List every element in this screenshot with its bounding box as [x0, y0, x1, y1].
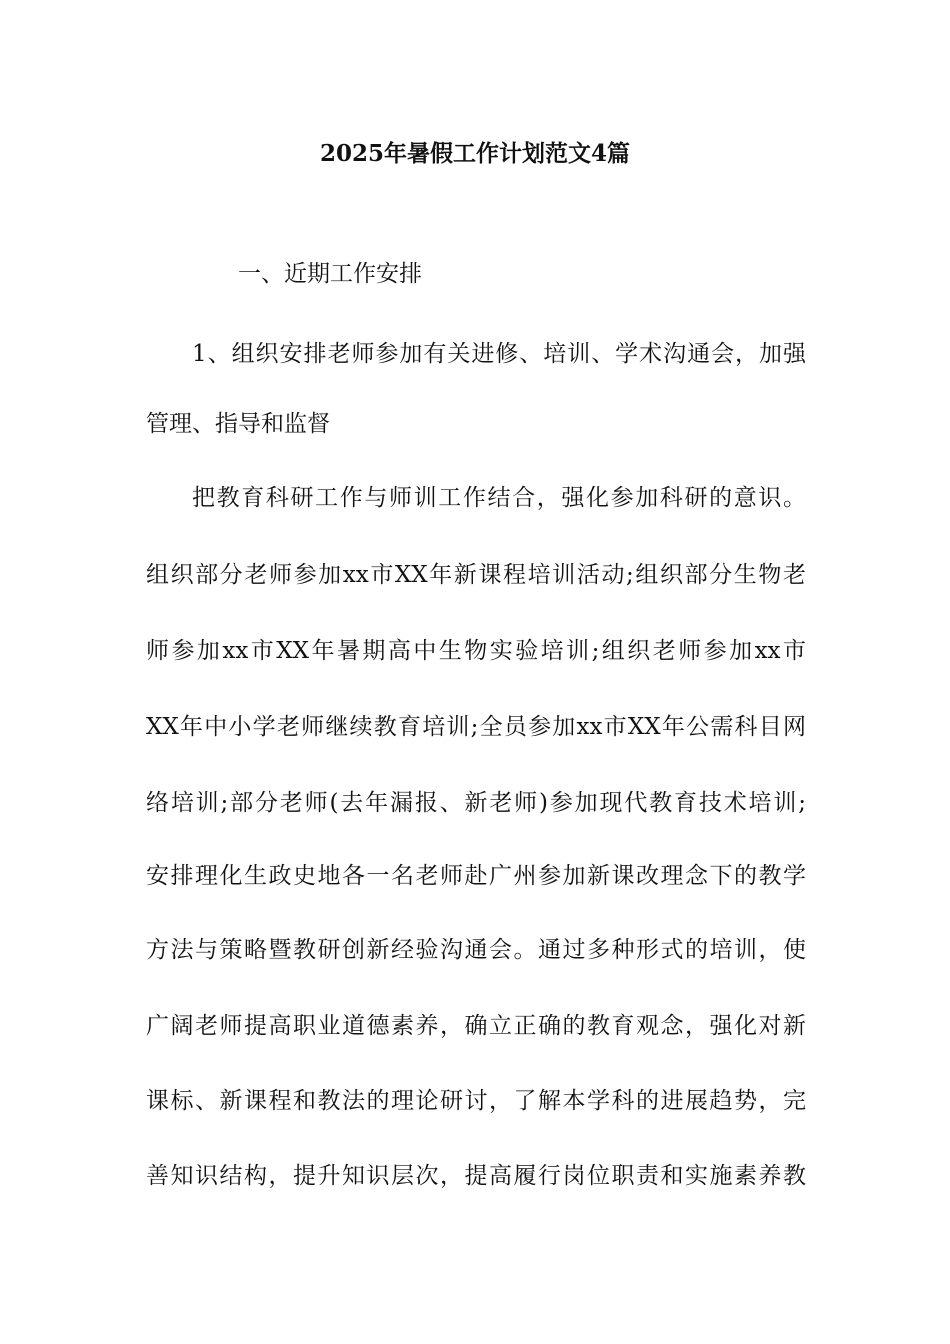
paragraph-line: 课标、新课程和教法的理论研讨，了解本学科的进展趋势，完 [146, 1088, 806, 1114]
item-1-line-1: 1、组织安排老师参加有关进修、培训、学术沟通会，加强 [192, 341, 806, 367]
paragraph-line: 把教育科研工作与师训工作结合，强化参加科研的意识。 [192, 485, 806, 511]
paragraph-line: 安排理化生政史地各一名老师赴广州参加新课改理念下的教学 [146, 863, 806, 889]
paragraph-line: 师参加xx市XX年暑期高中生物实验培训;组织老师参加xx市 [146, 638, 806, 664]
section-heading: 一、近期工作安排 [238, 261, 422, 287]
paragraph-line: 广阔老师提高职业道德素养，确立正确的教育观念，强化对新 [146, 1013, 806, 1039]
item-1-line-2: 管理、指导和监督 [146, 411, 330, 437]
paragraph-line: 组织部分老师参加xx市XX年新课程培训活动;组织部分生物老 [146, 562, 806, 588]
document-title: 2025年暑假工作计划范文4篇 [319, 140, 631, 167]
paragraph-line: 方法与策略暨教研创新经验沟通会。通过多种形式的培训，使 [146, 937, 806, 963]
paragraph-line: 善知识结构，提升知识层次，提高履行岗位职责和实施素养教 [146, 1163, 806, 1189]
paragraph-line: XX年中小学老师继续教育培训;全员参加xx市XX年公需科目网 [146, 714, 807, 740]
paragraph-line: 络培训;部分老师(去年漏报、新老师)参加现代教育技术培训; [146, 790, 806, 816]
